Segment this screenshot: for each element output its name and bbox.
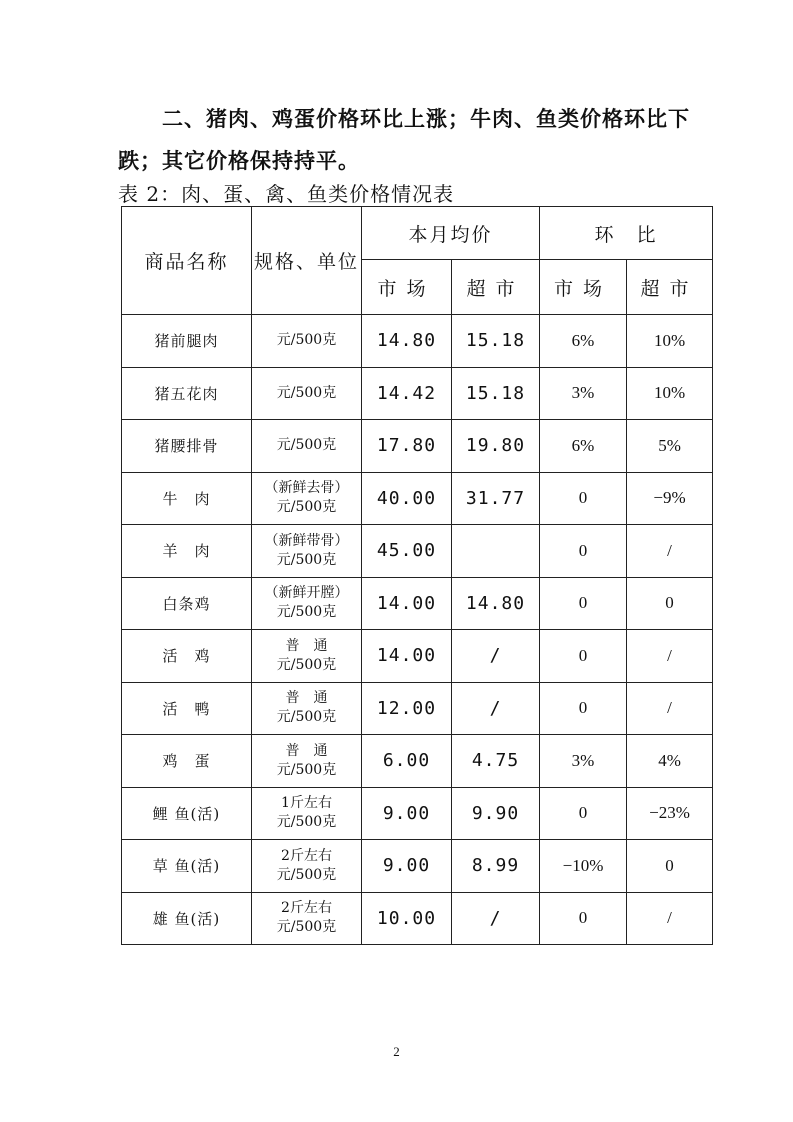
cell-avg-market: 10.00: [362, 892, 452, 945]
cell-spec: [252, 315, 362, 368]
cell-mom-market: 0: [540, 472, 627, 525]
intro-line-1: 二、猪肉、鸡蛋价格环比上涨；牛肉、鱼类价格环比下: [162, 107, 690, 131]
cell-avg-supermarket: 4.75: [452, 735, 540, 788]
table-caption: 表 2：肉、蛋、禽、鱼类价格情况表: [118, 182, 455, 206]
table-row: [122, 577, 713, 630]
cell-spec: [252, 525, 362, 578]
cell-spec: [252, 577, 362, 630]
cell-spec: [252, 420, 362, 473]
cell-mom-market: −10%: [540, 840, 627, 893]
cell-avg-market: 9.00: [362, 787, 452, 840]
price-table: [121, 206, 713, 945]
header-mom-supermarket: 超市: [627, 260, 713, 315]
spec-line-1: 2斤左右: [281, 847, 332, 864]
cell-spec: [252, 840, 362, 893]
spec-line-1: 2斤左右: [281, 900, 332, 917]
cell-mom-market: 0: [540, 525, 627, 578]
spec-line-2: 元/500克: [276, 551, 337, 568]
cell-mom-supermarket: 10%: [627, 315, 713, 368]
header-name: 商品名称: [122, 207, 252, 315]
cell-avg-supermarket: /: [452, 682, 540, 735]
spec-line-2: 元/500克: [276, 499, 337, 516]
cell-name: 牛 肉: [122, 472, 252, 525]
cell-mom-market: 3%: [540, 735, 627, 788]
cell-avg-supermarket: 8.99: [452, 840, 540, 893]
cell-avg-supermarket: 9.90: [452, 787, 540, 840]
cell-mom-market: 0: [540, 787, 627, 840]
cell-name: 猪腰排骨: [122, 420, 252, 473]
table-row: [122, 787, 713, 840]
header-avg-price: 本月均价: [362, 207, 540, 260]
cell-avg-supermarket: [452, 525, 540, 578]
cell-avg-market: 17.80: [362, 420, 452, 473]
spec-line-2: 元/500克: [276, 709, 337, 726]
cell-avg-supermarket: 19.80: [452, 420, 540, 473]
cell-mom-supermarket: 0: [627, 577, 713, 630]
header-avg-market: 市场: [362, 260, 452, 315]
table-row: [122, 525, 713, 578]
cell-name: 猪五花肉: [122, 367, 252, 420]
cell-mom-market: 0: [540, 682, 627, 735]
cell-avg-supermarket: 31.77: [452, 472, 540, 525]
cell-spec: [252, 472, 362, 525]
cell-name: 猪前腿肉: [122, 315, 252, 368]
table-row: [122, 420, 713, 473]
cell-mom-supermarket: /: [627, 525, 713, 578]
cell-spec: [252, 787, 362, 840]
cell-avg-market: 14.80: [362, 315, 452, 368]
spec-line-1: （新鲜带骨）: [264, 532, 349, 549]
table-row: [122, 682, 713, 735]
cell-avg-market: 12.00: [362, 682, 452, 735]
cell-mom-market: 0: [540, 630, 627, 683]
cell-mom-supermarket: −9%: [627, 472, 713, 525]
header-mom-market: 市场: [540, 260, 627, 315]
cell-name: 鲤 鱼(活): [122, 787, 252, 840]
cell-avg-market: 14.42: [362, 367, 452, 420]
table-row: [122, 892, 713, 945]
cell-mom-market: 6%: [540, 315, 627, 368]
cell-avg-supermarket: /: [452, 892, 540, 945]
spec-line-1: （新鲜去骨）: [264, 480, 349, 497]
cell-mom-market: 0: [540, 892, 627, 945]
cell-avg-market: 45.00: [362, 525, 452, 578]
cell-avg-market: 9.00: [362, 840, 452, 893]
cell-mom-supermarket: 5%: [627, 420, 713, 473]
cell-mom-supermarket: /: [627, 630, 713, 683]
cell-mom-supermarket: 4%: [627, 735, 713, 788]
table-row: [122, 315, 713, 368]
cell-spec: [252, 735, 362, 788]
cell-spec: [252, 682, 362, 735]
cell-name: 活 鸭: [122, 682, 252, 735]
page-number: 2: [393, 1044, 400, 1059]
table-row: [122, 630, 713, 683]
cell-spec: [252, 367, 362, 420]
header-spec: 规格、单位: [252, 207, 362, 315]
cell-avg-market: 6.00: [362, 735, 452, 788]
spec-line-1: 普 通: [285, 742, 328, 759]
spec-line-1: 普 通: [285, 637, 328, 654]
cell-avg-market: 14.00: [362, 577, 452, 630]
cell-name: 活 鸡: [122, 630, 252, 683]
cell-mom-market: 3%: [540, 367, 627, 420]
cell-name: 草 鱼(活): [122, 840, 252, 893]
intro-line-2: 跌；其它价格保持持平。: [118, 149, 360, 173]
spec-line-2: 元/500克: [276, 866, 337, 883]
spec-line-1: 元/500克: [276, 332, 337, 349]
table-row: [122, 735, 713, 788]
spec-line-2: 元/500克: [276, 656, 337, 673]
spec-line-1: 1斤左右: [281, 795, 332, 812]
cell-avg-supermarket: 14.80: [452, 577, 540, 630]
cell-avg-supermarket: 15.18: [452, 367, 540, 420]
cell-avg-supermarket: /: [452, 630, 540, 683]
cell-mom-supermarket: /: [627, 892, 713, 945]
table-row: [122, 367, 713, 420]
spec-line-1: 元/500克: [276, 384, 337, 401]
spec-line-2: 元/500克: [276, 919, 337, 936]
cell-avg-market: 14.00: [362, 630, 452, 683]
cell-name: 羊 肉: [122, 525, 252, 578]
cell-name: 白条鸡: [122, 577, 252, 630]
cell-mom-supermarket: 10%: [627, 367, 713, 420]
cell-avg-supermarket: 15.18: [452, 315, 540, 368]
spec-line-2: 元/500克: [276, 604, 337, 621]
intro-paragraph: [118, 98, 718, 182]
header-avg-supermarket: 超市: [452, 260, 540, 315]
table-row: [122, 840, 713, 893]
cell-mom-supermarket: 0: [627, 840, 713, 893]
cell-name: 雄 鱼(活): [122, 892, 252, 945]
spec-line-1: （新鲜开膛）: [264, 585, 349, 602]
cell-avg-market: 40.00: [362, 472, 452, 525]
spec-line-1: 元/500克: [276, 437, 337, 454]
cell-mom-market: 6%: [540, 420, 627, 473]
table-row: [122, 472, 713, 525]
header-mom: 环 比: [540, 207, 713, 260]
cell-mom-market: 0: [540, 577, 627, 630]
cell-name: 鸡 蛋: [122, 735, 252, 788]
spec-line-2: 元/500克: [276, 814, 337, 831]
cell-mom-supermarket: −23%: [627, 787, 713, 840]
spec-line-2: 元/500克: [276, 761, 337, 778]
spec-line-1: 普 通: [285, 690, 328, 707]
cell-spec: [252, 892, 362, 945]
cell-mom-supermarket: /: [627, 682, 713, 735]
cell-spec: [252, 630, 362, 683]
